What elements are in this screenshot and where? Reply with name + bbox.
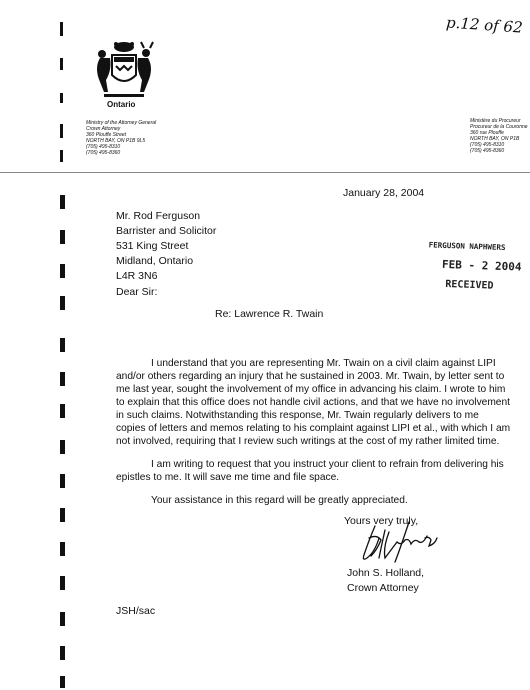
- recipient-line: Barrister and Solicitor: [116, 225, 217, 237]
- salutation: Dear Sir:: [116, 286, 158, 298]
- margin-mark: [60, 576, 65, 590]
- signature-image: [355, 518, 453, 568]
- letterhead-line: NORTH BAY, ON P1B: [470, 136, 520, 142]
- letterhead-line: Procureur de la Couronne: [470, 124, 528, 130]
- recipient-line: Midland, Ontario: [116, 255, 194, 267]
- scan-fold-line: [0, 172, 530, 173]
- re-line: Re: Lawrence R. Twain: [215, 308, 324, 320]
- stamp-label: RECEIVED: [445, 278, 494, 292]
- margin-mark: [60, 508, 65, 522]
- stamp-firm: FERGUSON NAPHWERS: [428, 240, 506, 253]
- signer-name: John S. Holland,: [347, 567, 425, 579]
- letterhead-line: 360 rue Plouffe: [470, 130, 504, 136]
- margin-mark: [60, 264, 65, 278]
- body-line: in such claims. Notwithstanding this response, Mr. Twain regularly delivers to me: [116, 410, 479, 421]
- body-line: copies of letters and memos relating to his complaint against LIPI et al., with which I am: [116, 423, 511, 434]
- ontario-crest-icon: [90, 40, 158, 102]
- margin-mark: [60, 676, 65, 688]
- signer-title: Crown Attorney: [347, 582, 419, 594]
- margin-mark: [60, 58, 63, 70]
- province-name: Ontario: [107, 100, 136, 109]
- signer-block: [347, 566, 424, 596]
- margin-mark: [60, 230, 65, 244]
- margin-mark: [60, 150, 63, 162]
- letterhead-line: (705) 495-8310: [86, 144, 121, 150]
- margin-mark: [60, 195, 65, 209]
- margin-mark: [60, 474, 65, 488]
- body-line: and/or others regarding an injury that he sustained in 2003. Mr. Twain, by letter sent to: [116, 371, 505, 382]
- closing: Yours very truly,: [344, 515, 419, 527]
- margin-mark: [60, 93, 63, 103]
- margin-mark: [60, 612, 65, 626]
- body-line: epistles to me. It will save me time and file space.: [116, 472, 340, 483]
- letterhead-left-block: [86, 120, 156, 156]
- page-number-note: p.12 of 62: [445, 13, 524, 37]
- recipient-line: Mr. Rod Ferguson: [116, 210, 201, 222]
- received-stamp: [427, 240, 522, 292]
- margin-mark: [60, 124, 63, 138]
- margin-mark: [60, 440, 65, 454]
- body-line: not involved, requiring that I review such writings at the cost of my rather limited time.: [116, 436, 500, 447]
- letter-date: January 28, 2004: [343, 187, 425, 199]
- letterhead-line: (705) 495-8310: [470, 142, 505, 148]
- recipient-address: [116, 209, 216, 284]
- margin-mark: [60, 296, 65, 310]
- margin-mark: [60, 542, 65, 556]
- typist-initials: JSH/sac: [116, 605, 156, 617]
- letterhead-line: 360 Plouffe Street: [86, 132, 127, 138]
- margin-mark: [60, 646, 65, 660]
- letterhead-line: (705) 495-8360: [86, 150, 121, 156]
- body-line: Your assistance in this regard will be greatly appreciated.: [151, 495, 408, 506]
- letterhead-line: (705) 495-8360: [470, 148, 505, 154]
- margin-mark: [60, 338, 65, 352]
- letterhead-line: NORTH BAY, ON P1B 9L5: [86, 138, 146, 144]
- recipient-line: L4R 3N6: [116, 270, 158, 282]
- stamp-date: FEB - 2 2004: [441, 257, 522, 274]
- margin-mark: [60, 22, 63, 36]
- letterhead-right-block: [470, 118, 528, 154]
- body-line: I understand that you are representing Mr. Twain on a civil claim against LIPI: [151, 358, 496, 369]
- margin-mark: [60, 372, 65, 386]
- body-line: to explain that this office does not handle civil actions, and that we have no involvement: [116, 397, 510, 408]
- body-line: me last year, sought the involvement of my office in advancing his claim. I wrote to him: [116, 384, 506, 395]
- body-line: I am writing to request that you instruct your client to refrain from delivering his: [151, 459, 504, 470]
- letterhead-line: Ministry of the Attorney General: [86, 120, 157, 126]
- letterhead-line: Ministère du Procureur: [470, 118, 521, 124]
- margin-mark: [60, 404, 65, 418]
- recipient-line: 531 King Street: [116, 240, 189, 252]
- letterhead-line: Crown Attorney: [86, 126, 121, 132]
